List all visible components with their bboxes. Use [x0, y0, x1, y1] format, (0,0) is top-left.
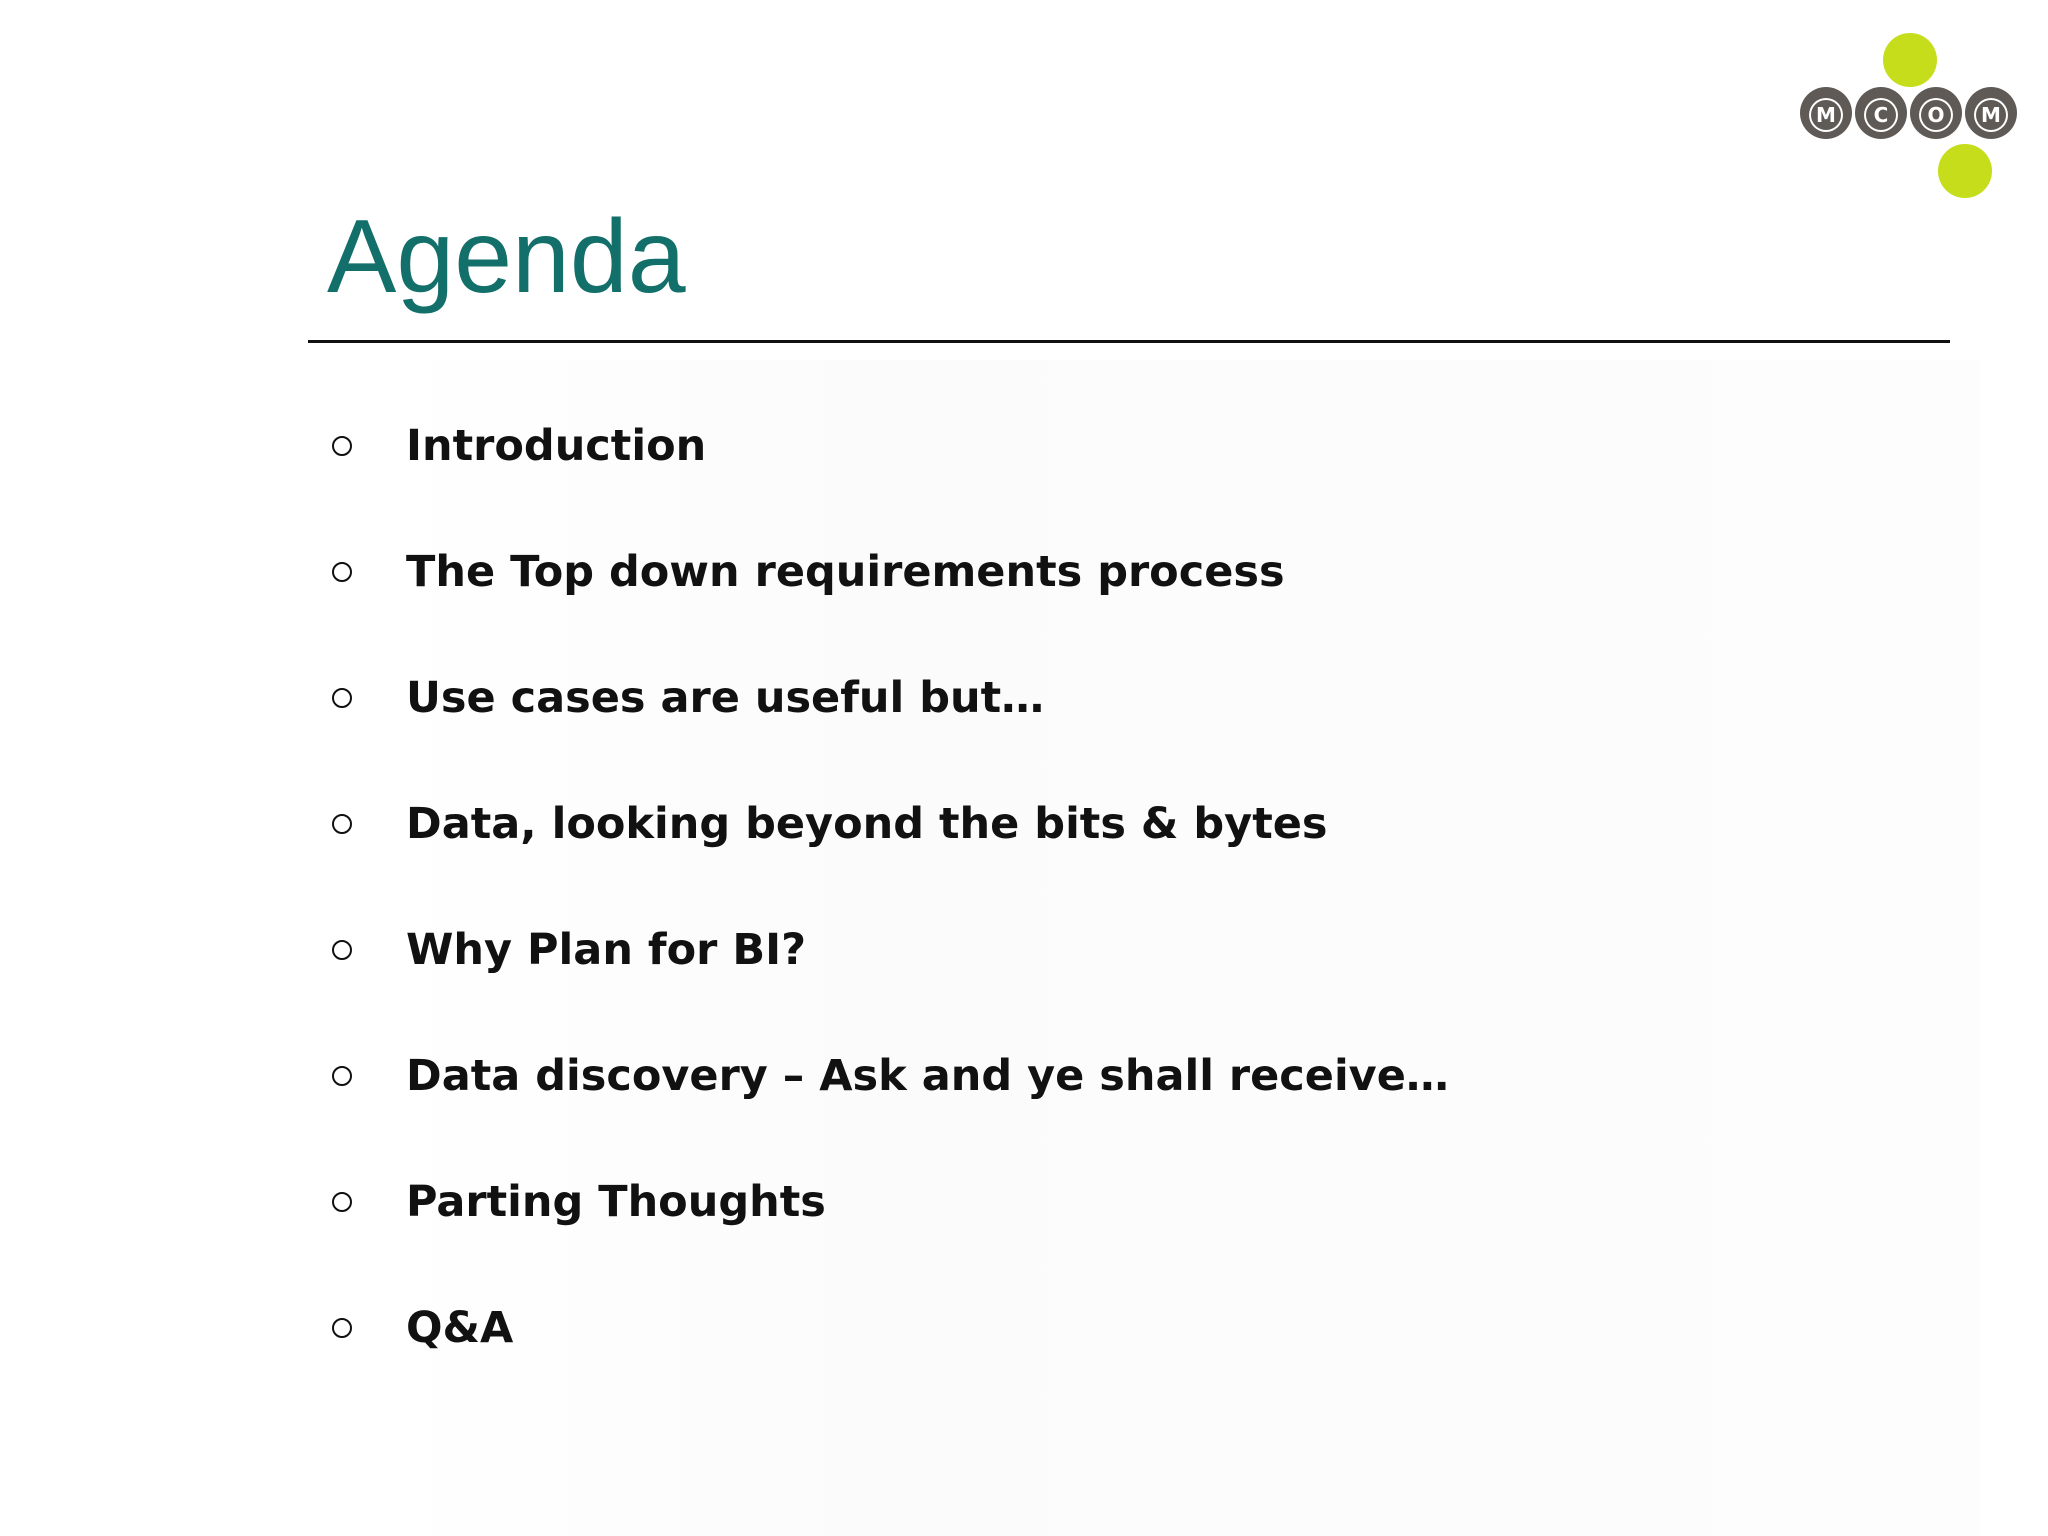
- circle-bullet-icon: [332, 814, 352, 834]
- circle-bullet-icon: [332, 436, 352, 456]
- circle-bullet-icon: [332, 1066, 352, 1086]
- agenda-item-label: Why Plan for BI?: [406, 925, 807, 975]
- agenda-item-label: Use cases are useful but…: [406, 673, 1045, 723]
- logo-letter-m: M: [1800, 87, 1852, 139]
- circle-bullet-icon: [332, 1192, 352, 1212]
- agenda-item-label: Data, looking beyond the bits & bytes: [406, 799, 1328, 849]
- circle-bullet-icon: [332, 562, 352, 582]
- logo-dot-bottom: [1938, 144, 1992, 198]
- title-divider: [308, 340, 1950, 343]
- agenda-item-label: Data discovery – Ask and ye shall receive…: [406, 1051, 1449, 1101]
- logo-letter-o: O: [1910, 87, 1962, 139]
- agenda-item-label: The Top down requirements process: [406, 547, 1285, 597]
- logo-letter-m-2: M: [1965, 87, 2017, 139]
- logo-dot-top: [1883, 33, 1937, 87]
- logo-letter-c: C: [1855, 87, 1907, 139]
- circle-bullet-icon: [332, 1318, 352, 1338]
- circle-bullet-icon: [332, 940, 352, 960]
- agenda-item-label: Q&A: [406, 1303, 514, 1353]
- circle-bullet-icon: [332, 688, 352, 708]
- agenda-item-label: Parting Thoughts: [406, 1177, 826, 1227]
- agenda-item-label: Introduction: [406, 421, 707, 471]
- mcom-logo: [1790, 30, 2020, 206]
- page-title: Agenda: [327, 199, 686, 315]
